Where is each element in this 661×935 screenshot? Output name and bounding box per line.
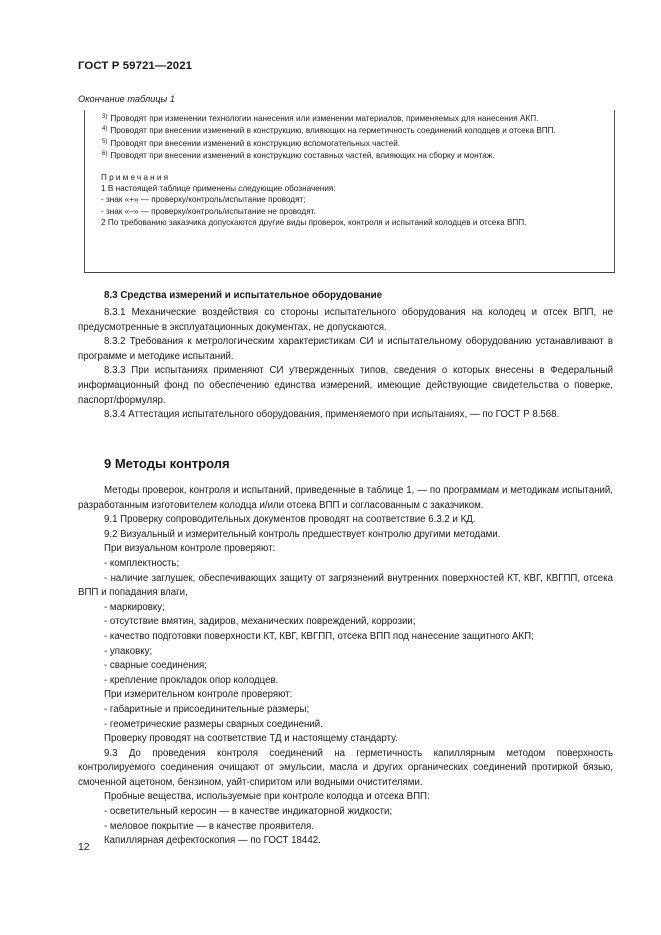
document-header: ГОСТ Р 59721—2021 — [78, 60, 193, 72]
footnote-5: $^{5)}$ Проводят при внесении изменений в конструкцию вспомогательных частей. — [102, 138, 401, 148]
paragraph-8-3-3: 8.3.3 При испытаниях применяют СИ утвержденных типов, сведения о которых внесены в Федеральный информационный фонд по обеспечению единства измерений, имеющие действующие свидетельства о поверке, паспорт/формуляр. — [78, 365, 613, 406]
paragraph-9-3: 9.3 До проведения контроля соединений на герметичность капиллярным методом поверхность контролируемого соединения очищают от эмульсии, масла и других органических соединений протиркой бязью, смоченной ацетоном, бензином, уайт-спиритом или водными очистителями. — [78, 747, 613, 788]
list-item: - крепление прокладок опор колодцев. — [104, 674, 279, 686]
list-item: - меловое покрытие — в качестве проявителя. — [104, 820, 314, 832]
paragraph-9-2: 9.2 Визуальный и измерительный контроль предшествует контролю другими методами. — [104, 528, 501, 540]
capillary-line: Капиллярная дефектоскопия — по ГОСТ 18442. — [104, 835, 321, 847]
list-item: - упаковку; — [104, 645, 153, 657]
list-item: - осветительный керосин — в качестве индикаторной жидкости; — [104, 806, 393, 818]
probe-lead: Пробные вещества, используемые при контроле колодца и отсека ВПП: — [104, 791, 430, 803]
note-item: - знак «–» — проверку/контроль/испытание не проводят. — [101, 206, 316, 216]
list-item: - комплектность; — [104, 557, 180, 569]
list-item: - маркировку; — [104, 601, 165, 613]
note-item: 2 По требованию заказчика допускаются другие виды проверок, контроля и испытаний колодцев и отсека ВПП. — [101, 218, 527, 228]
measure-tail: Проверку проводят на соответствие ТД и настоящему стандарту. — [104, 733, 398, 745]
list-item: - отсутствие вмятин, задиров, механических повреждений, коррозии; — [104, 616, 416, 628]
section-9-body — [78, 484, 613, 849]
section-8-3-body — [78, 306, 613, 423]
section-9-heading: 9 Методы контроля — [104, 456, 230, 471]
paragraph-8-3-4: 8.3.4 Аттестация испытательного оборудования, применяемого при испытаниях, — по ГОСТ Р 8.568. — [104, 409, 560, 421]
paragraph-intro: Методы проверок, контроля и испытаний, приведенные в таблице 1, — по программам и методикам испытаний, разработанным изготовителем колодца и/или отсека ВПП и согласованным с заказчиком. — [78, 485, 613, 511]
list-item: - геометрические размеры сварных соединений. — [104, 718, 323, 730]
note-item: - знак «+» — проверку/контроль/испытание проводят; — [101, 195, 306, 205]
paragraph-9-1: 9.1 Проверку сопроводительных документов проводят на соответствие 6.3.2 и КД. — [104, 514, 476, 526]
list-item: - качество подготовки поверхности КТ, КВГ, КВГПП, отсека ВПП под нанесение защитного АКП; — [104, 630, 534, 642]
visual-lead: При визуальном контроле проверяют: — [104, 543, 276, 555]
list-item: - габаритные и присоединительные размеры; — [104, 703, 310, 715]
note-item: 1 В настоящей таблице применены следующие обозначения: — [101, 184, 336, 194]
footnote-6: $^{6)}$ Проводят при внесении изменений в конструкцию составных частей, влияющих на сборку и монтаж. — [102, 151, 495, 161]
table-1-continuation — [84, 110, 615, 273]
table-caption: Окончание таблицы 1 — [78, 94, 175, 104]
section-8-3-heading: 8.3 Средства измерений и испытательное оборудование — [104, 290, 383, 301]
measure-lead: При измерительном контроле проверяют: — [104, 689, 293, 701]
footnote-3: $^{3)}$ Проводят при изменении технологии нанесения или изменении материалов, применяемых для нанесения АКП. — [102, 114, 539, 123]
page-number: 12 — [78, 842, 90, 853]
paragraph-8-3-2: 8.3.2 Требования к метрологическим характеристикам СИ и испытательному оборудованию устанавливают в программе и методике испытаний. — [78, 336, 613, 362]
paragraph-8-3-1: 8.3.1 Механические воздействия со стороны испытательного оборудования на колодец и отсек ВПП, не предусмотренные в эксплуатационных документах, не допускаются. — [78, 307, 613, 333]
footnote-4: $^{4)}$ Проводят при внесении изменений в конструкцию, влияющих на герметичность соединений колодцев и отсека ВПП. — [102, 126, 556, 136]
list-item: - наличие заглушек, обеспечивающих защиту от загрязнений внутренних поверхностей КТ, КВГ, КВГПП, отсека ВПП и попадания влаги, — [78, 572, 613, 599]
notes-title: Примечания — [101, 172, 171, 182]
list-item: - сварные соединения; — [104, 660, 207, 672]
table-footnotes — [89, 112, 610, 229]
